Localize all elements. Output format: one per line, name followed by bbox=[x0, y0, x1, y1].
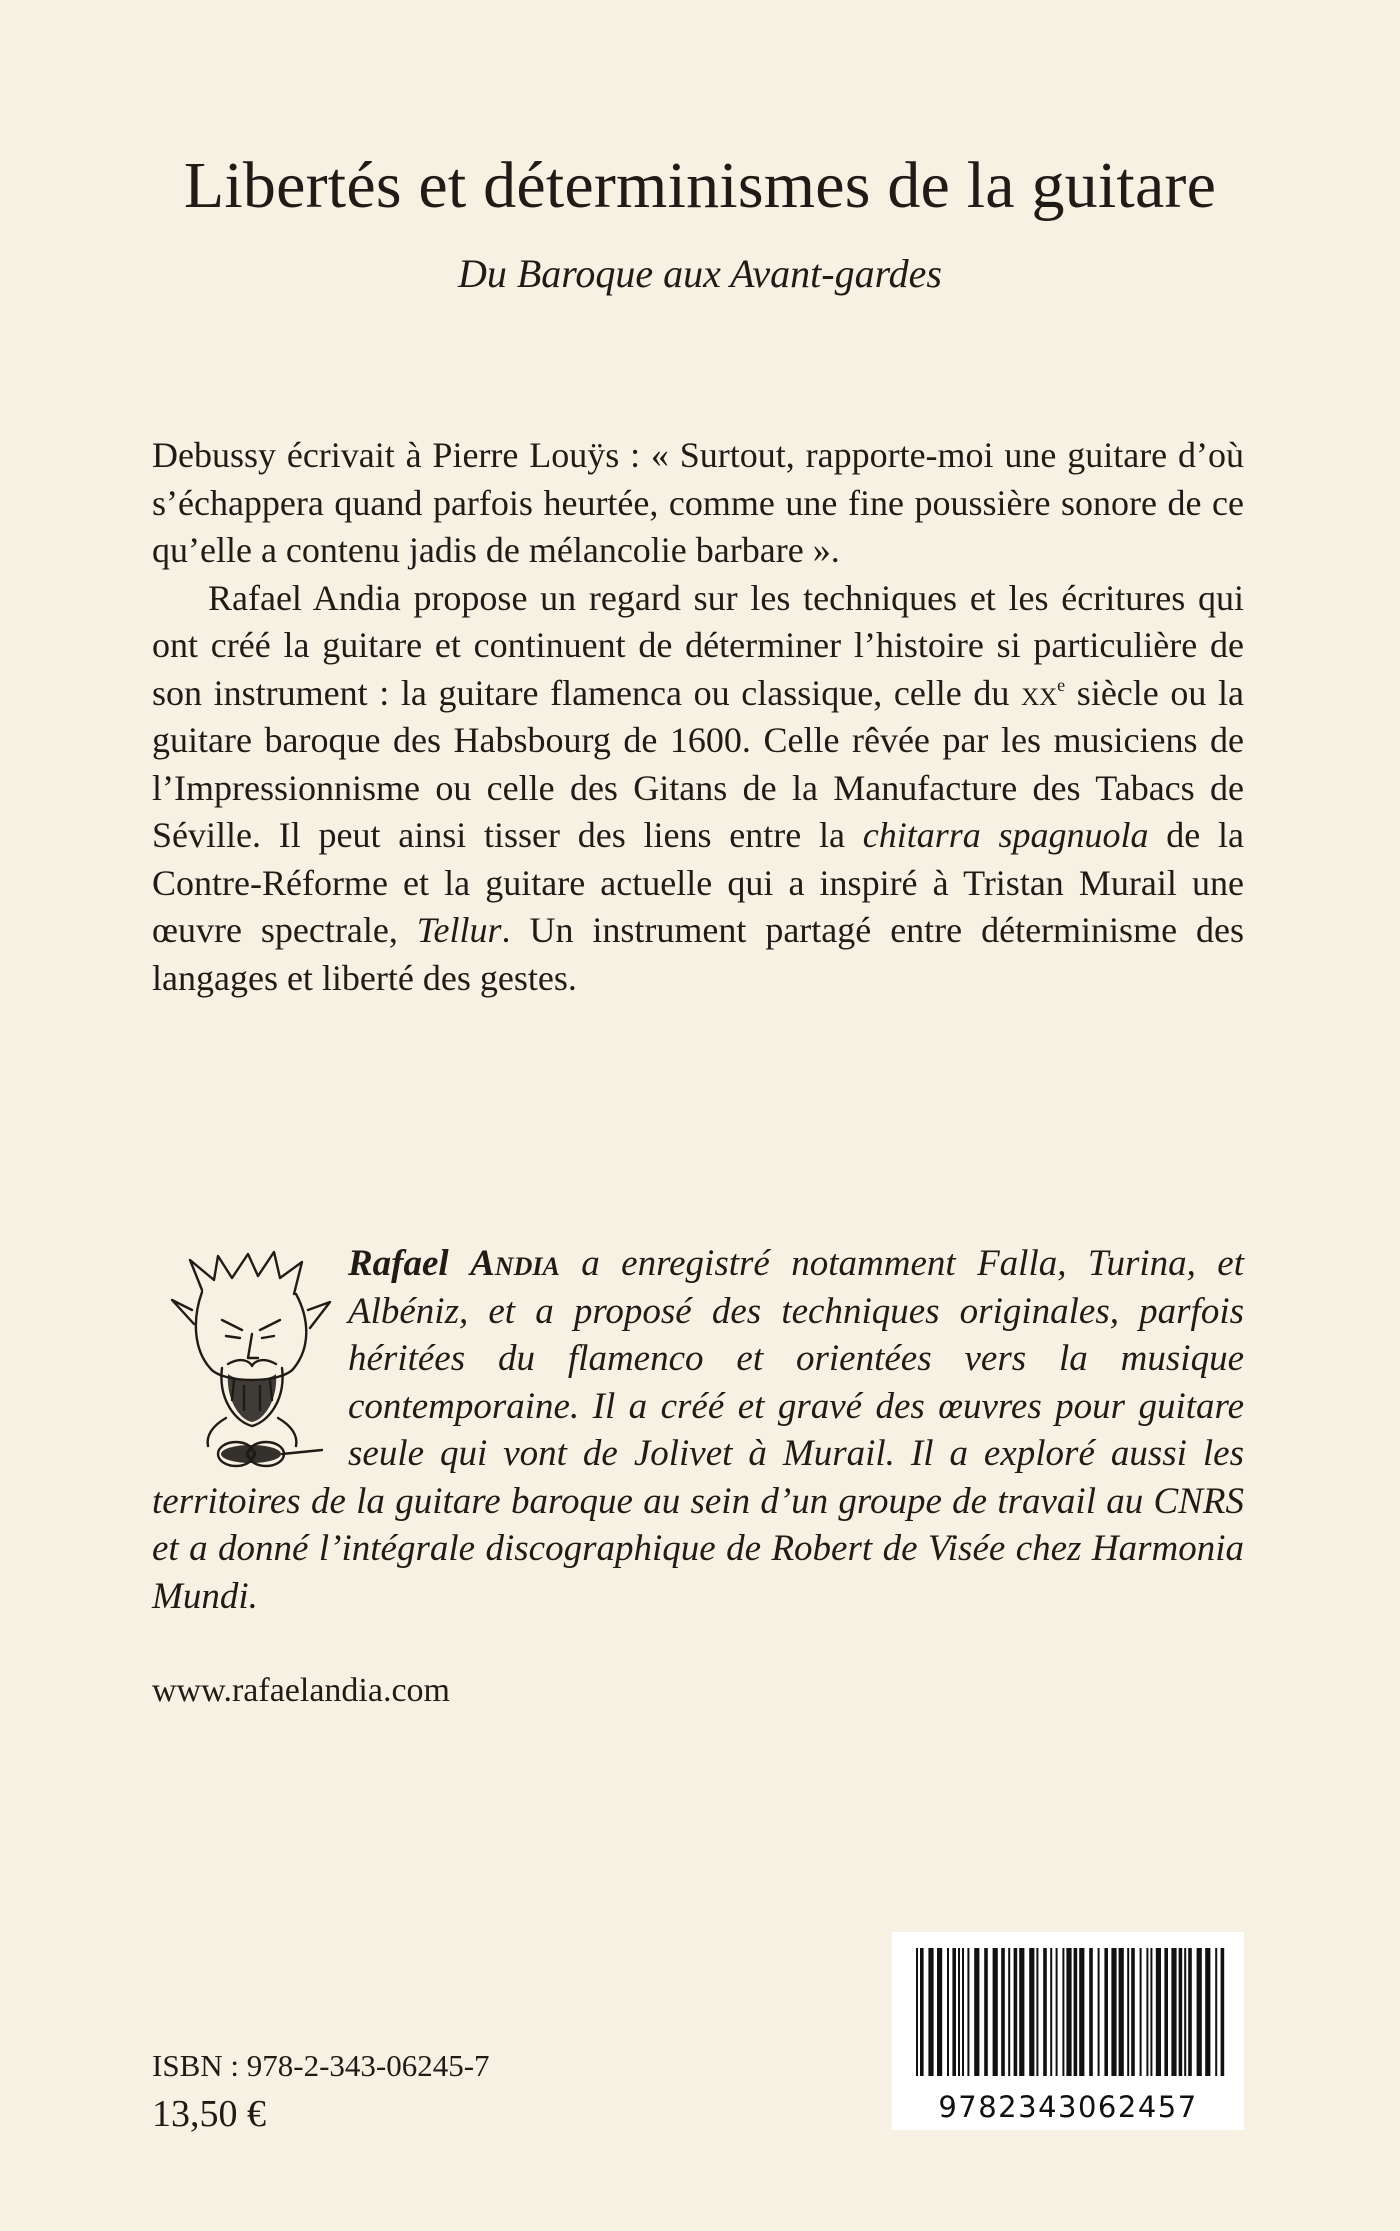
barcode-bar bbox=[1150, 1948, 1152, 2076]
barcode-bar bbox=[1140, 1948, 1142, 2076]
century-superscript: e bbox=[1057, 674, 1066, 695]
barcode-bar bbox=[958, 1948, 960, 2076]
book-subtitle: Du Baroque aux Avant-gardes bbox=[457, 251, 942, 296]
barcode-bar bbox=[993, 1948, 998, 2076]
barcode-bar bbox=[1036, 1948, 1038, 2076]
barcode-bar bbox=[962, 1948, 964, 2076]
barcode-bar bbox=[1050, 1948, 1052, 2076]
barcode-bar bbox=[928, 1948, 933, 2076]
barcode-bar bbox=[1066, 1948, 1071, 2076]
author-last-name: Andia bbox=[470, 1243, 560, 1284]
barcode-bar bbox=[1111, 1948, 1116, 2076]
author-bio bbox=[152, 1240, 1244, 1620]
barcode-bar bbox=[1131, 1948, 1135, 2076]
barcode-bar bbox=[1205, 1948, 1210, 2076]
barcode-bar bbox=[1119, 1948, 1124, 2076]
blurb-text: de la Contre-Réforme et la guitare actuelle qui a inspiré à Tristan Murail une œuvre spectrale, bbox=[152, 815, 1244, 950]
barcode-bar bbox=[1221, 1948, 1225, 2076]
barcode bbox=[892, 1932, 1244, 2130]
italic-title-chitarra: chitarra spagnuola bbox=[862, 815, 1149, 855]
author-first-name: Rafael bbox=[348, 1243, 449, 1284]
barcode-bar bbox=[1184, 1948, 1186, 2076]
illustration-spacer bbox=[152, 1240, 348, 1472]
barcode-bar bbox=[1127, 1948, 1129, 2076]
barcode-bar bbox=[1062, 1948, 1064, 2076]
barcode-bar bbox=[1164, 1948, 1168, 2076]
barcode-bar bbox=[1001, 1948, 1005, 2076]
isbn: ISBN : 978-2-343-06245-7 bbox=[152, 2048, 490, 2083]
barcode-bar bbox=[1029, 1948, 1034, 2076]
barcode-bar bbox=[984, 1948, 988, 2076]
barcode-digits: 9782343062457 bbox=[938, 2090, 1198, 2124]
blurb-paragraph-2 bbox=[152, 575, 1244, 1003]
barcode-bar bbox=[1043, 1948, 1047, 2076]
barcode-bar bbox=[974, 1948, 979, 2076]
barcode-bar bbox=[947, 1948, 949, 2076]
book-title: Libertés et déterminismes de la guitare bbox=[183, 149, 1217, 222]
barcode-bar bbox=[1104, 1948, 1108, 2076]
barcode-bar bbox=[952, 1948, 956, 2076]
barcode-bar bbox=[1146, 1948, 1148, 2076]
barcode-bar bbox=[1197, 1948, 1202, 2076]
barcode-bar bbox=[1156, 1948, 1161, 2076]
barcode-bar bbox=[1179, 1948, 1183, 2076]
barcode-bars bbox=[892, 1948, 1244, 2098]
author-bio-text: a enregistré notamment Falla, Turina, et Albéniz, et a proposé des techniques originales, parfois héritées du flamenco et orientées vers la musique contemporaine. Il a créé et gravé des œuvres pour guitare seule qui vont de Jolivet à Murail. Il a exploré aussi les territoires de la guitare baroque au sein d’un groupe de travail au CNRS et a donné l’intégrale discographique de Robert de Visée chez Harmonia Mundi. bbox=[152, 1243, 1244, 1617]
blurb-paragraph-1: Debussy écrivait à Pierre Louÿs : « Surtout, rapporte-moi une guitare d’où s’échappera quand parfois heurtée, comme une fine poussière sonore de ce qu’elle a contenu jadis de mélancolie barbare ». bbox=[152, 435, 1244, 570]
barcode-bar bbox=[1079, 1948, 1084, 2076]
barcode-bar bbox=[967, 1948, 969, 2076]
price: 13,50 € bbox=[152, 2093, 266, 2135]
author-website-link[interactable]: www.rafaelandia.com bbox=[152, 1672, 450, 1709]
barcode-bar bbox=[1008, 1948, 1010, 2076]
barcode-bar bbox=[1074, 1948, 1078, 2076]
italic-title-tellur: Tellur bbox=[416, 910, 502, 950]
century-numeral: xx bbox=[1021, 672, 1058, 713]
barcode-bar bbox=[916, 1948, 918, 2076]
barcode-bar bbox=[1056, 1948, 1058, 2076]
barcode-bar bbox=[937, 1948, 942, 2076]
barcode-bar bbox=[1215, 1948, 1217, 2076]
blurb-text: siècle ou la guitare baroque des Habsbourg de 1600. Celle rêvée par les musiciens de l’Impressionnisme ou celle des Gitans de la Manufacture des Tabacs de Séville. Il peut ainsi tisser des liens entre la bbox=[152, 672, 1244, 855]
barcode-bar bbox=[1188, 1948, 1192, 2076]
barcode-bar bbox=[920, 1948, 924, 2076]
barcode-bar bbox=[1014, 1948, 1018, 2076]
barcode-bar bbox=[1089, 1948, 1093, 2076]
blurb-text: . Un instrument partagé entre déterminisme des langages et liberté des gestes. bbox=[152, 910, 1244, 998]
blurb-text: Rafael Andia propose un regard sur les techniques et les écritures qui ont créé la guitare et continuent de déterminer l’histoire si particulière de son instrument : la guitare flamenca ou classique, celle du bbox=[152, 577, 1244, 713]
blurb bbox=[152, 432, 1244, 1002]
barcode-bar bbox=[1171, 1948, 1176, 2076]
barcode-bar bbox=[1098, 1948, 1100, 2076]
barcode-bar bbox=[1019, 1948, 1024, 2076]
